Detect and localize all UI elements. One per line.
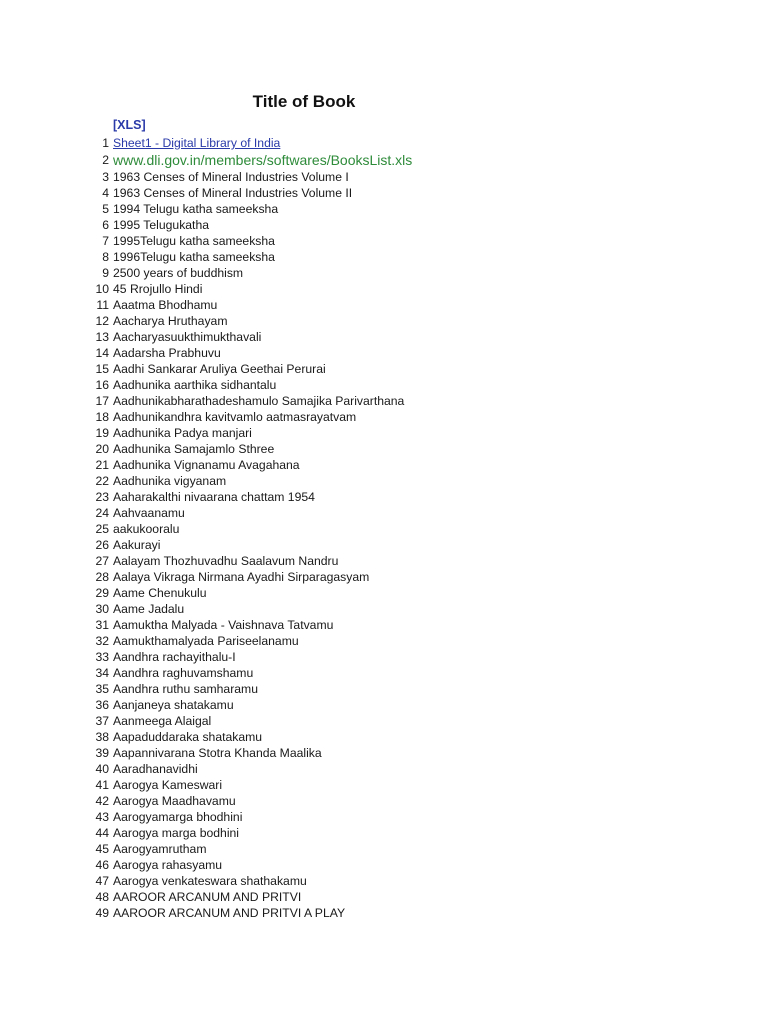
row-number: 2	[102, 153, 109, 167]
book-title: Aarogya Kameswari	[113, 778, 223, 792]
book-title: Aandhra raghuvamshamu	[113, 666, 254, 680]
book-title: Aarogya Maadhavamu	[113, 794, 236, 808]
book-title: 45 Rrojullo Hindi	[113, 282, 203, 296]
row-number: 24	[95, 506, 109, 520]
book-row	[90, 233, 412, 249]
book-title: Aapannivarana Stotra Khanda Maalika	[113, 746, 322, 760]
book-row	[90, 313, 412, 329]
row-number: 48	[95, 890, 109, 904]
book-title: Aapaduddaraka shatakamu	[113, 730, 263, 744]
book-row	[90, 761, 412, 777]
book-row	[90, 713, 412, 729]
row-number: 13	[95, 330, 109, 344]
row-number: 26	[95, 538, 109, 552]
row-number: 14	[95, 346, 109, 360]
book-title: Aarogya venkateswara shathakamu	[113, 874, 307, 888]
book-title: Aame Jadalu	[113, 602, 185, 616]
row-number: 36	[95, 698, 109, 712]
book-title: 1995 Telugukatha	[113, 218, 210, 232]
row-number: 4	[102, 186, 109, 200]
book-title: Aanmeega Alaigal	[113, 714, 212, 728]
book-row	[90, 601, 412, 617]
book-title: Aadhunika aarthika sidhantalu	[113, 378, 277, 392]
row-number: 37	[95, 714, 109, 728]
row-number: 33	[95, 650, 109, 664]
row-number: 12	[95, 314, 109, 328]
row-number: 10	[95, 282, 109, 296]
book-row	[90, 729, 412, 745]
book-row	[90, 409, 412, 425]
book-row	[90, 905, 412, 921]
row-number: 18	[95, 410, 109, 424]
book-row	[90, 361, 412, 377]
book-title: 1996Telugu katha sameeksha	[113, 250, 275, 264]
book-title: AAROOR ARCANUM AND PRITVI A PLAY	[113, 906, 346, 920]
book-row	[90, 793, 412, 809]
book-row	[90, 135, 412, 151]
row-number: 30	[95, 602, 109, 616]
book-row	[90, 745, 412, 761]
book-title: Aamuktha Malyada - Vaishnava Tatvamu	[113, 618, 334, 632]
row-number: 39	[95, 746, 109, 760]
book-row	[90, 441, 412, 457]
row-number: 22	[95, 474, 109, 488]
book-row	[90, 569, 412, 585]
book-row	[90, 809, 412, 825]
book-title: 2500 years of buddhism	[113, 266, 244, 280]
row-number: 1	[102, 136, 109, 150]
book-row	[90, 329, 412, 345]
row-number: 8	[102, 250, 109, 264]
book-title: Aalayam Thozhuvadhu Saalavum Nandru	[113, 554, 339, 568]
book-title: Aamukthamalyada Pariseelanamu	[113, 634, 299, 648]
row-number: 41	[95, 778, 109, 792]
row-number: 34	[95, 666, 109, 680]
book-row	[90, 537, 412, 553]
book-row	[90, 393, 412, 409]
book-title: Aadhunika Padya manjari	[113, 426, 252, 440]
book-row	[90, 201, 412, 217]
book-title: aakukooralu	[113, 522, 180, 536]
book-row	[90, 297, 412, 313]
book-row	[90, 665, 412, 681]
book-row	[90, 585, 412, 601]
book-row	[90, 649, 412, 665]
book-row	[90, 169, 412, 185]
book-row	[90, 681, 412, 697]
row-number: 5	[102, 202, 109, 216]
book-title: AAROOR ARCANUM AND PRITVI	[113, 890, 302, 904]
book-title: Aakurayi	[113, 538, 161, 552]
row-number: 6	[102, 218, 109, 232]
row-number: 44	[95, 826, 109, 840]
book-row	[90, 505, 412, 521]
row-number: 45	[95, 842, 109, 856]
book-title: 1963 Censes of Mineral Industries Volume II	[113, 186, 353, 200]
row-number: 19	[95, 426, 109, 440]
book-title: Aacharyasuukthimukthavali	[113, 330, 262, 344]
book-title: Aandhra rachayithalu-I	[113, 650, 236, 664]
book-title: Aadhunikandhra kavitvamlo aatmasrayatvam	[113, 410, 357, 424]
book-row	[90, 841, 412, 857]
row-number: 27	[95, 554, 109, 568]
row-number: 46	[95, 858, 109, 872]
book-title: Aacharya Hruthayam	[113, 314, 228, 328]
book-title: Aaatma Bhodhamu	[113, 298, 218, 312]
book-title: Aadhi Sankarar Aruliya Geethai Perurai	[113, 362, 326, 376]
book-row	[90, 457, 412, 473]
book-row	[90, 265, 412, 281]
book-title: Aarogya marga bodhini	[113, 826, 240, 840]
row-number: 38	[95, 730, 109, 744]
row-number: 49	[95, 906, 109, 920]
book-title: Aadhunika vigyanam	[113, 474, 227, 488]
row-number: 25	[95, 522, 109, 536]
book-row	[90, 377, 412, 393]
row-number: 11	[96, 298, 109, 312]
book-row	[90, 425, 412, 441]
book-title: Aadarsha Prabhuvu	[113, 346, 221, 360]
book-row	[90, 345, 412, 361]
book-row	[90, 249, 412, 265]
book-row	[90, 825, 412, 841]
row-number: 16	[95, 378, 109, 392]
row-number: 42	[95, 794, 109, 808]
book-title: Aarogyamrutham	[113, 842, 207, 856]
book-title: Aame Chenukulu	[113, 586, 207, 600]
row-number: 43	[95, 810, 109, 824]
book-row	[90, 473, 412, 489]
book-row	[90, 857, 412, 873]
book-row	[90, 553, 412, 569]
book-title: Aaharakalthi nivaarana chattam 1954	[113, 490, 315, 504]
book-title: Aalaya Vikraga Nirmana Ayadhi Sirparagasyam	[113, 570, 370, 584]
book-title: 1963 Censes of Mineral Industries Volume I	[113, 170, 349, 184]
row-number: 20	[95, 442, 109, 456]
book-title: 1995Telugu katha sameeksha	[113, 234, 275, 248]
book-row	[90, 633, 412, 649]
book-title: Aarogyamarga bhodhini	[113, 810, 243, 824]
row-number: 31	[95, 618, 109, 632]
book-title: Aandhra ruthu samharamu	[113, 682, 258, 696]
book-row	[90, 281, 412, 297]
book-title: Aadhunika Vignanamu Avagahana	[113, 458, 300, 472]
book-list	[90, 135, 412, 921]
book-row	[90, 873, 412, 889]
book-title: Aaradhanavidhi	[113, 762, 198, 776]
row-number: 23	[95, 490, 109, 504]
row-number: 47	[95, 874, 109, 888]
book-row	[90, 185, 412, 201]
row-number: 40	[95, 762, 109, 776]
row-number: 21	[95, 458, 109, 472]
book-title: 1994 Telugu katha sameeksha	[113, 202, 279, 216]
xls-file-tag[interactable]: [XLS]	[113, 118, 146, 132]
row-number: 28	[95, 570, 109, 584]
book-title: Aanjaneya shatakamu	[113, 698, 234, 712]
book-row	[90, 489, 412, 505]
book-title: Aarogya rahasyamu	[113, 858, 223, 872]
book-title: Aahvaanamu	[113, 506, 185, 520]
page-title: Title of Book	[252, 92, 356, 111]
book-row	[90, 617, 412, 633]
book-row	[90, 217, 412, 233]
row-number: 35	[95, 682, 109, 696]
row-number: 9	[102, 266, 109, 280]
row-number: 3	[102, 170, 109, 184]
book-row	[90, 697, 412, 713]
book-title: Aadhunikabharathadeshamulo Samajika Parivarthana	[113, 394, 405, 408]
row-number: 7	[102, 234, 109, 248]
book-title: Aadhunika Samajamlo Sthree	[113, 442, 275, 456]
row-number: 15	[95, 362, 109, 376]
book-row	[90, 777, 412, 793]
sheet-link[interactable]: Sheet1 - Digital Library of India	[113, 136, 281, 150]
row-number: 17	[95, 394, 109, 408]
row-number: 29	[95, 586, 109, 600]
source-url-link[interactable]: www.dli.gov.in/members/softwares/BooksList.xls	[113, 152, 413, 168]
book-row	[90, 521, 412, 537]
row-number: 32	[95, 634, 109, 648]
book-row	[90, 151, 412, 169]
book-row	[90, 889, 412, 905]
